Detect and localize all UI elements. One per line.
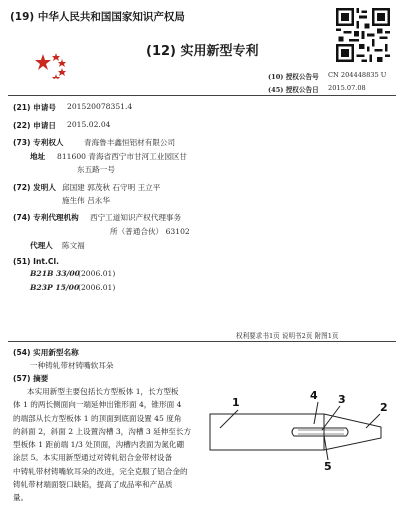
abstract-line: 体 1 的两长侧面向一端延伸出锥形面 4，锥形面 4: [13, 400, 182, 410]
office-name: (19) 中华人民共和国国家知识产权局: [10, 11, 185, 23]
application-number: 201520078351.4: [67, 102, 133, 111]
leader-line-4: [314, 402, 318, 424]
leader-line-3: [322, 406, 340, 430]
application-date-label: (22) 申请日: [13, 121, 56, 130]
qr-code-icon: [336, 8, 390, 62]
figure-label-2: 2: [380, 401, 388, 414]
agent-label: 代理人: [30, 241, 53, 250]
leader-line-5: [324, 435, 328, 460]
abstract-line: 型板体 1 距前端 1/3 处顶面，沟槽内表面为氮化硼: [13, 440, 184, 450]
abstract-line: 量。: [13, 493, 29, 503]
address-line-1: 811600 青海省西宁市甘河工业园区甘: [57, 152, 188, 161]
plate-body-outline: [210, 414, 381, 450]
inventor-label: (72) 发明人: [13, 183, 56, 192]
address-label: 地址: [30, 152, 46, 161]
application-number-label: (21) 申请号: [13, 103, 56, 112]
figure-label-3: 3: [338, 393, 346, 406]
publication-number-label: (10) 授权公告号: [268, 73, 319, 81]
nozzle-ear-drawing: [210, 402, 381, 460]
intcl-1-year: (2006.01): [78, 269, 116, 278]
publication-date-label: (45) 授权公告日: [268, 86, 319, 94]
page-count-info: 权利要求书1页 说明书2页 附图1页: [236, 332, 339, 340]
leader-line-1: [220, 410, 238, 428]
abstract-text: [13, 385, 213, 505]
utility-name: 一种铸轧带材铸嘴软耳朵: [30, 361, 114, 370]
document-type: (12) 实用新型专利: [146, 44, 259, 59]
agent: 陈文福: [62, 241, 85, 250]
inventors-line-1: 邱国建 郭茂秋 石守明 王立平: [62, 183, 161, 192]
figure-label-5: 5: [324, 460, 332, 470]
patentee-label: (73) 专利权人: [13, 138, 64, 147]
groove-outline: [292, 428, 348, 436]
middle-divider: [8, 341, 396, 342]
publication-date: 2015.07.08: [328, 84, 366, 92]
abstract-line: 涂层 5。本实用新型通过对铸轧铝合金带材设备: [13, 453, 173, 463]
application-date: 2015.02.04: [67, 120, 111, 129]
abstract-line: 的端部从长方型板体 1 的顶面到底面设置 45 度角: [13, 413, 182, 423]
publication-number: CN 204448835 U: [328, 71, 387, 79]
abstract-line: 的斜面 2，斜面 2 上设置沟槽 3，沟槽 3 延伸至长方: [13, 426, 192, 436]
intcl-1-code: B21B 33/00: [30, 269, 80, 278]
patentee: 青海鲁丰鑫恒铝材有限公司: [84, 138, 176, 147]
star-emblem-icon: [34, 52, 68, 80]
utility-name-label: (54) 实用新型名称: [13, 348, 79, 357]
abstract-line: 中铸轧带材铸嘴软耳朵的改进，完全克服了铝合金的: [13, 466, 188, 476]
abstract-label: (57) 摘要: [13, 374, 49, 383]
inventors-line-2: 施生伟 吕永华: [62, 196, 110, 205]
intcl-2-code: B23P 15/00: [30, 283, 80, 292]
patent-figure: [206, 380, 400, 470]
abstract-line: 本实用新型主要包括长方型板体 1，长方型板: [27, 387, 179, 396]
abstract-line: 铸轧带材端面裂口缺陷，提高了成品率和产品质: [13, 480, 173, 490]
figure-label-4: 4: [310, 389, 318, 402]
intcl-2-year: (2006.01): [78, 283, 116, 292]
agency-line-1: 西宁工道知识产权代理事务: [90, 213, 182, 222]
figure-label-1: 1: [232, 396, 240, 409]
address-line-2: 东五路一号: [77, 165, 115, 174]
header-divider: [8, 95, 396, 96]
agency-line-2: 所（普通合伙） 63102: [110, 227, 190, 236]
intcl-label: (51) Int.Cl.: [13, 257, 59, 266]
agency-label: (74) 专利代理机构: [13, 213, 79, 222]
